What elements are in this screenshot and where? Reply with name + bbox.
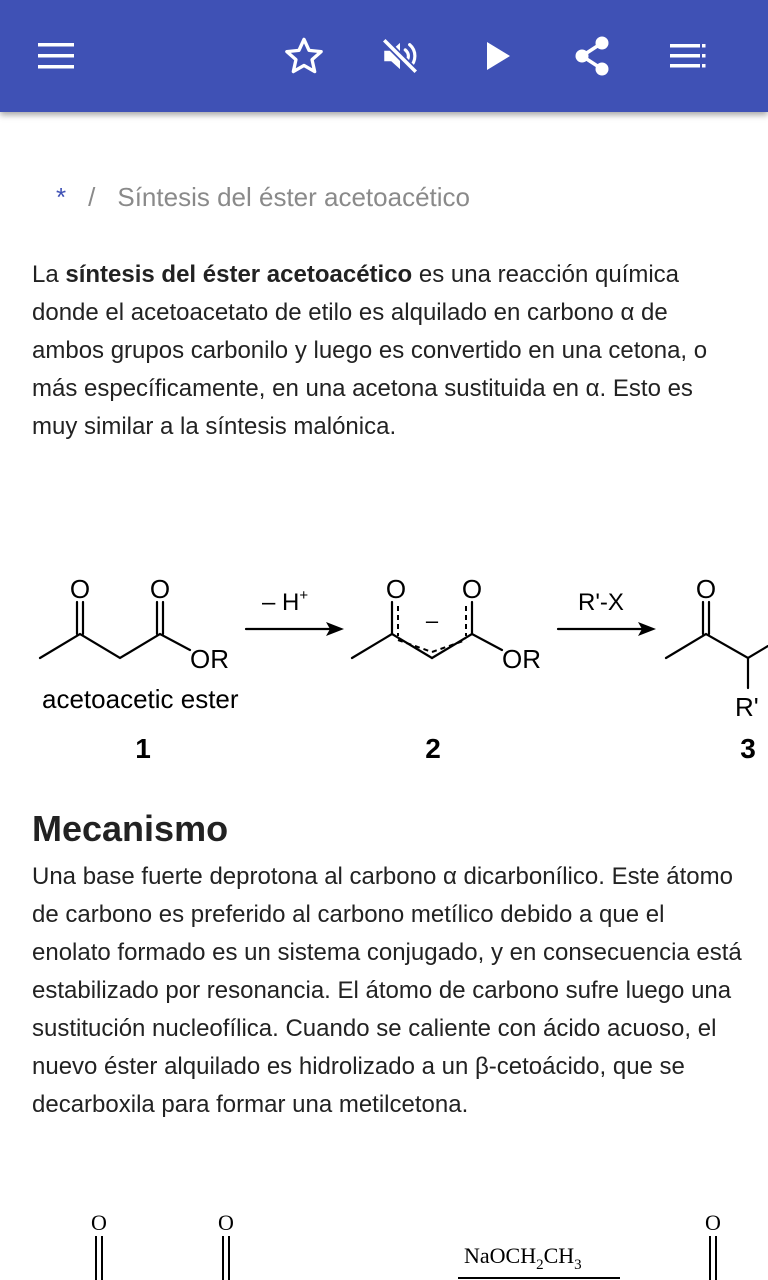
volume-off-icon <box>379 35 421 77</box>
compound-number: 2 <box>425 733 441 764</box>
breadcrumb <box>56 182 470 213</box>
intro-bold-term: síntesis del éster acetoacético <box>65 261 413 288</box>
reagent-label <box>262 587 308 616</box>
breadcrumb-current: Síntesis del éster acetoacético <box>117 182 470 212</box>
star-outline-icon <box>283 35 325 77</box>
breadcrumb-home-link[interactable]: * <box>56 182 67 212</box>
anion-charge-label: – <box>425 608 439 633</box>
oxygen-label: O <box>695 574 717 604</box>
reagent-text: – H <box>262 589 300 616</box>
oxygen-label: O <box>91 1210 107 1235</box>
compound-name-label: acetoacetic ester <box>42 684 239 714</box>
or-label: OR <box>502 644 541 674</box>
oxygen-label: O <box>705 1210 721 1235</box>
reagent-label <box>464 1243 582 1273</box>
menu-button[interactable] <box>28 28 84 84</box>
reagent-sup: + <box>299 587 309 604</box>
intro-paragraph <box>32 256 742 446</box>
oxygen-label: O <box>218 1210 234 1235</box>
substituent-label: R' <box>735 692 759 722</box>
mechanism-paragraph: Una base fuerte deprotona al carbono α dicarbonílico. Este átomo de carbono es preferido al carbono metílico debido a que el enolato formado es un sistema conjugado, y en consecuencia está estabilizado por resonancia. El átomo de carbono sufre luego una sustitución nucleofílica. Cuando se caliente con ácido acuoso, el nuevo éster alquilado es hidrolizado a un β-cetoácido, que se decarboxila para formar una metilcetona. <box>32 863 742 1118</box>
reagent-text: NaOCH <box>464 1243 537 1268</box>
share-button[interactable] <box>564 28 620 84</box>
favorite-button[interactable] <box>276 28 332 84</box>
section-heading: Mecanismo <box>32 808 229 849</box>
intro-lead: La <box>32 261 66 288</box>
reaction-scheme-figure <box>0 560 768 770</box>
oxygen-label: O <box>461 574 483 604</box>
intro-rest: es una reacción química donde el acetoacetato de etilo es alquilado en carbono α de ambos grupos carbonilo y luego es convertido en una cetona, o más específicamente, en una acetona sustituida en α. Esto es muy similar a la síntesis malónica. <box>32 261 708 440</box>
app-toolbar <box>0 0 768 112</box>
reagent-sub: 3 <box>574 1257 582 1273</box>
compound-number: 3 <box>740 733 756 764</box>
playlist-icon <box>668 41 708 71</box>
breadcrumb-separator: / <box>88 182 96 212</box>
reagent-sub: 2 <box>536 1257 544 1273</box>
share-icon <box>572 35 612 77</box>
reagent-label: R'-X <box>578 589 624 616</box>
mute-button[interactable] <box>372 28 428 84</box>
oxygen-label: O <box>385 574 407 604</box>
oxygen-label: O <box>69 574 91 604</box>
or-label: OR <box>190 644 229 674</box>
second-reaction-figure <box>0 1200 768 1280</box>
compound-number: 1 <box>135 733 151 764</box>
play-icon <box>483 40 513 72</box>
play-button[interactable] <box>470 28 526 84</box>
reagent-text: CH <box>543 1243 575 1268</box>
menu-icon <box>36 41 76 71</box>
oxygen-label: O <box>149 574 171 604</box>
playlist-button[interactable] <box>660 28 716 84</box>
